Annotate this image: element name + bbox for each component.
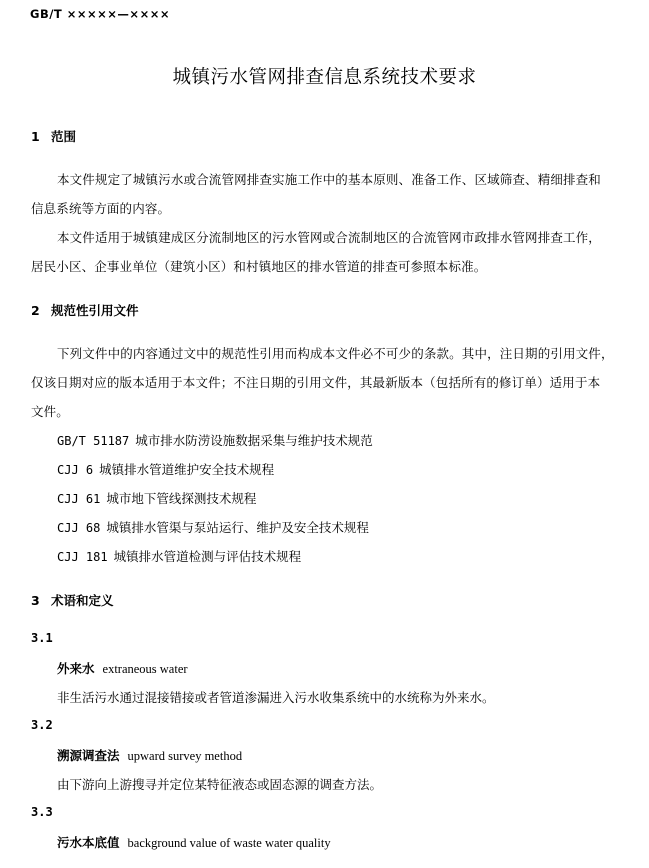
term-entry: [57, 659, 188, 677]
references-intro-line-1: 下列文件中的内容通过文中的规范性引用而构成本文件必不可少的条款。其中，注日期的引用文件，: [57, 346, 614, 361]
term-english: extraneous water: [102, 662, 188, 676]
reference-title: 城市地下管线探测技术规程: [106, 491, 257, 506]
reference-item: [57, 518, 369, 536]
reference-title: 城市排水防涝设施数据采集与维护技术规范: [135, 433, 373, 448]
reference-item: [57, 431, 373, 449]
section-heading-terms-definitions: [31, 591, 114, 609]
section-title: 规范性引用文件: [51, 303, 139, 318]
document-header-code: GB/T ×××××—××××: [30, 7, 170, 21]
term-number: 3.1: [31, 631, 53, 645]
section-heading-normative-references: [31, 301, 139, 319]
references-intro-line-2: 仅该日期对应的版本适用于本文件；不注日期的引用文件，其最新版本（包括所有的修订单）适用于本: [31, 375, 601, 390]
section-number: 2: [31, 303, 40, 318]
reference-item: [57, 547, 301, 565]
reference-code: GB/T 51187: [57, 434, 130, 448]
reference-title: 城镇排水管道检测与评估技术规程: [113, 549, 302, 564]
reference-title: 城镇排水管道维护安全技术规程: [99, 462, 275, 477]
reference-code: CJJ 6: [57, 463, 94, 477]
reference-code: CJJ 181: [57, 550, 108, 564]
term-chinese: 溯源调查法: [57, 748, 120, 763]
term-definition: 由下游向上游搜寻并定位某特征液态或固态源的调查方法。: [57, 777, 383, 792]
section-number: 1: [31, 129, 40, 144]
section-number: 3: [31, 593, 40, 608]
term-chinese: 污水本底值: [57, 835, 120, 850]
term-entry: [57, 833, 331, 851]
document-title: 城镇污水管网排查信息系统技术要求: [172, 67, 477, 88]
section-title: 范围: [51, 129, 77, 144]
scope-paragraph-1-line-1: 本文件规定了城镇污水或合流管网排查实施工作中的基本原则、准备工作、区域筛查、精细排查和: [57, 172, 601, 187]
term-entry: [57, 746, 242, 764]
scope-paragraph-2-line-1: 本文件适用于城镇建成区分流制地区的污水管网或合流制地区的合流管网市政排水管网排查工作，: [57, 230, 601, 245]
section-heading-scope: [31, 127, 76, 145]
term-number: 3.2: [31, 718, 53, 732]
section-title: 术语和定义: [51, 593, 114, 608]
reference-code: CJJ 61: [57, 492, 101, 506]
reference-item: [57, 460, 274, 478]
term-english: upward survey method: [127, 749, 243, 763]
term-definition: 非生活污水通过混接错接或者管道渗漏进入污水收集系统中的水统称为外来水。: [57, 690, 495, 705]
reference-code: CJJ 68: [57, 521, 101, 535]
reference-title: 城镇排水管渠与泵站运行、维护及安全技术规程: [106, 520, 369, 535]
term-english: background value of waste water quality: [127, 836, 331, 850]
references-intro-line-3: 文件。: [31, 404, 69, 419]
scope-paragraph-2-line-2: 居民小区、企事业单位（建筑小区）和村镇地区的排水管道的排查可参照本标准。: [31, 259, 487, 274]
scope-paragraph-1-line-2: 信息系统等方面的内容。: [31, 201, 171, 216]
term-number: 3.3: [31, 805, 53, 819]
reference-item: [57, 489, 256, 507]
term-chinese: 外来水: [57, 661, 95, 676]
